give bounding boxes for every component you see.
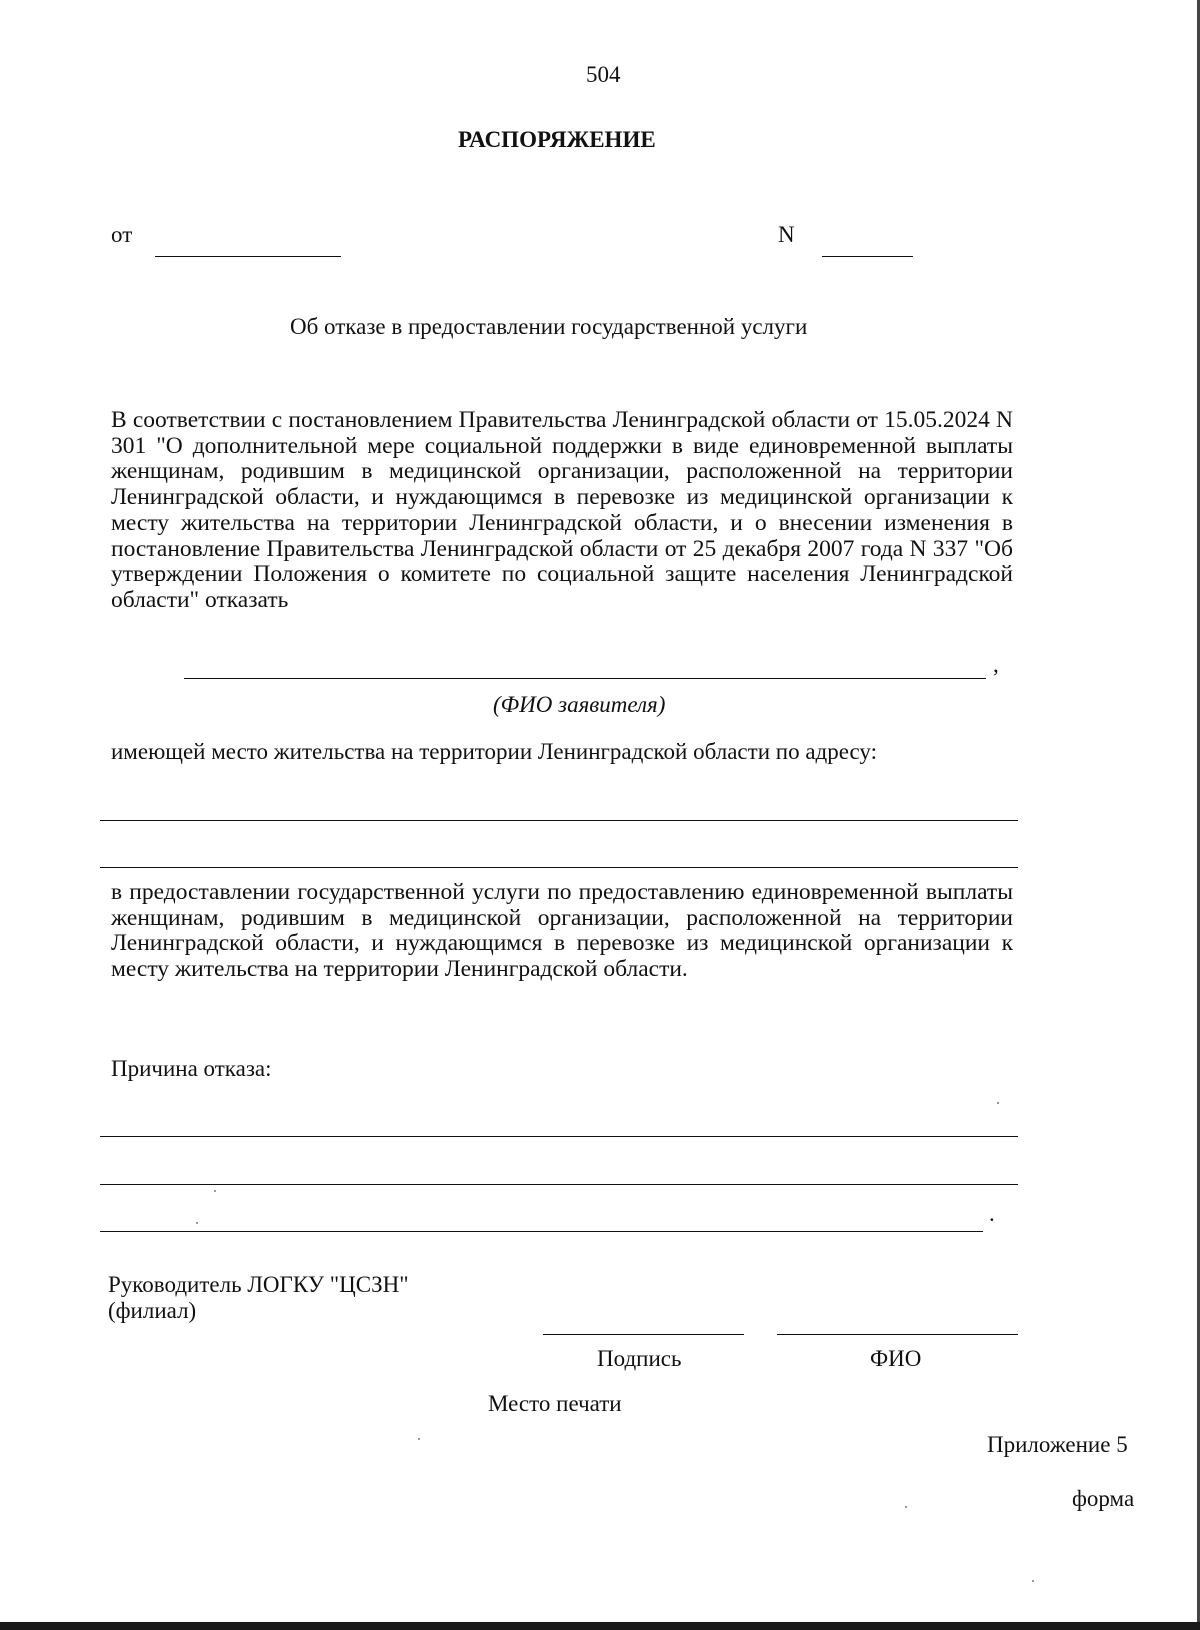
paragraph-service: в предоставлении государственной услуги по предоставлению единовременной выплаты женщинам, родившим в медицинской организации, расположенной на территории Ленинградской области, и нуждающимся в перевозке из медицинской организации к месту жительства на территории Ленинградской области. (111, 879, 1013, 983)
address-label: имеющей место жительства на территории Ленинградской области по адресу: (111, 739, 877, 764)
paragraph-legal-basis: В соответствии с постановлением Правительства Ленинградской области от 15.05.2024 N 301 "О дополнительной мере социальной поддержки в виде единовременной выплаты женщинам, родившим в медицинской организации, расположенной на территории Ленинградской области, и нуждающимся в перевозке из медицинской организации к месту жительства на территории Ленинградской области, и о внесении изменения в постановление Правительства Ленинградской области от 25 декабря 2007 года N 337 "Об утверждении Положения о комитете по социальной защите населения Ленинградской области" отказать (111, 407, 1013, 613)
head-title: Руководитель ЛОГКУ "ЦСЗН" (108, 1272, 409, 1297)
number-blank-line (822, 256, 913, 257)
appendix-label: Приложение 5 (987, 1432, 1128, 1457)
document-subject: Об отказе в предоставлении государственной услуги (290, 314, 808, 339)
applicant-caption: (ФИО заявителя) (493, 692, 666, 717)
fio-line (777, 1334, 1018, 1335)
reason-label: Причина отказа: (111, 1056, 272, 1081)
scan-speck (997, 1102, 999, 1104)
address-line-2 (100, 867, 1018, 868)
reason-period: . (989, 1201, 995, 1226)
date-blank-line (155, 256, 341, 257)
fio-caption: ФИО (870, 1346, 922, 1371)
reason-line-3 (100, 1231, 983, 1232)
signature-line (543, 1334, 744, 1335)
head-branch: (филиал) (108, 1298, 197, 1323)
address-line-1 (100, 820, 1018, 821)
applicant-name-line (184, 678, 986, 679)
form-label: форма (1072, 1486, 1135, 1511)
page-number: 504 (586, 62, 621, 87)
applicant-comma: , (993, 652, 999, 677)
scan-edge-bottom (0, 1622, 1200, 1630)
document-heading: РАСПОРЯЖЕНИЕ (458, 127, 656, 152)
signature-caption: Подпись (597, 1346, 682, 1371)
scan-speck (1032, 1580, 1034, 1582)
reason-line-2 (100, 1184, 1018, 1185)
scan-speck (214, 1190, 216, 1192)
stamp-place: Место печати (488, 1391, 622, 1416)
date-label: от (111, 222, 133, 247)
scan-speck (196, 1222, 198, 1224)
scan-speck (905, 1506, 907, 1508)
reason-line-1 (100, 1136, 1018, 1137)
scan-speck (418, 1438, 420, 1440)
number-label: N (778, 222, 795, 247)
